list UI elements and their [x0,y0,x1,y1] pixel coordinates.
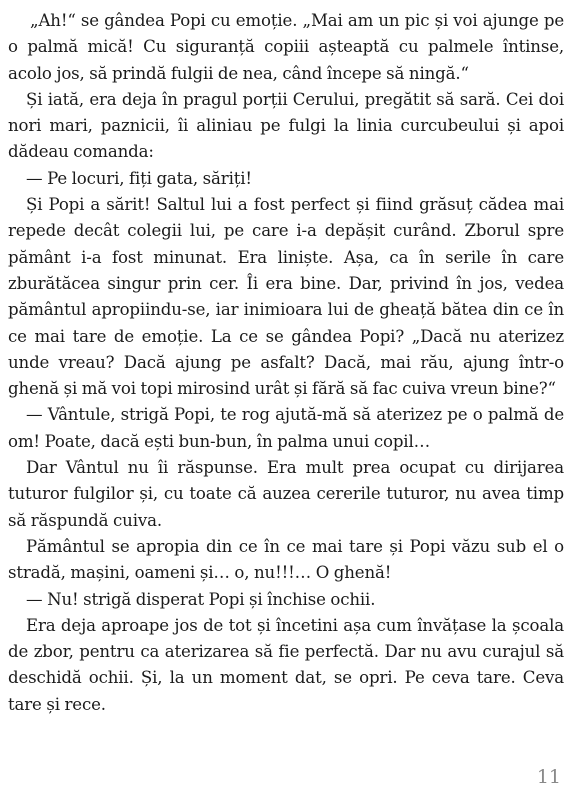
paragraph-5: — Vântule, strigă Popi, te rog ajută-mă să aterizez pe o palmă de om! Poate, dacă ești bun-bun, în palma unui copil… [8,405,564,451]
body-text [8,8,564,718]
paragraph-9: Era deja aproape jos de tot și încetini așa cum învățase la școala de zbor, pentru ca aterizarea să fie perfectă. Dar nu avu curajul să deschidă ochii. Și, la un moment dat, se opri. Pe ceva tare. Ceva tare și rece. [8,615,564,714]
paragraph-8: — Nu! strigă disperat Popi și închise ochii. [26,589,376,609]
paragraph-2: Și iată, era deja în pragul porții Cerului, pregătit să sară. Cei doi nori mari, paznicii, îi aliniau pe fulgi la linia curcubeului și apoi dădeau comanda: [8,89,564,162]
paragraph-6: Dar Vântul nu îi răspunse. Era mult prea ocupat cu dirijarea tuturor fulgilor și, cu toate că auzea cererile tuturor, nu avea timp să răspundă cuiva. [8,458,564,530]
page-number: 11 [536,766,561,788]
paragraph-3: — Pe locuri, fiți gata, săriți! [26,168,252,188]
paragraph-1: „Ah!“ se gândea Popi cu emoție. „Mai am un pic și voi ajunge pe o palmă mică! Cu siguranță copiii așteaptă cu palmele întinse, acolo jos, să prindă fulgii de nea, când începe să ningă.“ [8,11,564,83]
paragraph-4: Și Popi a sărit! Saltul lui a fost perfect și fiind grăsuț cădea mai repede decât colegii lui, pe care i-a depășit curând. Zborul spre pământ i-a fost minunat. Era liniște. Așa, ca în serile în care zburătăcea singur prin cer. Îi era bine. Dar, privind în jos, vedea pământul apropiindu-se, iar inimioara lui de gheață bătea din ce în ce mai tare de emoție. La ce se gândea Popi? „Dacă nu aterizez unde vreau? Dacă ajung pe asfalt? Dacă, mai rău, ajung într-o ghenă și mă voi topi mirosind urât și fără să fac cuiva vreun bine?“ [8,195,564,399]
paragraph-7: Pământul se apropia din ce în ce mai tare și Popi văzu sub el o stradă, mașini, oameni și… o, nu!!!… O ghenă! [8,536,564,583]
